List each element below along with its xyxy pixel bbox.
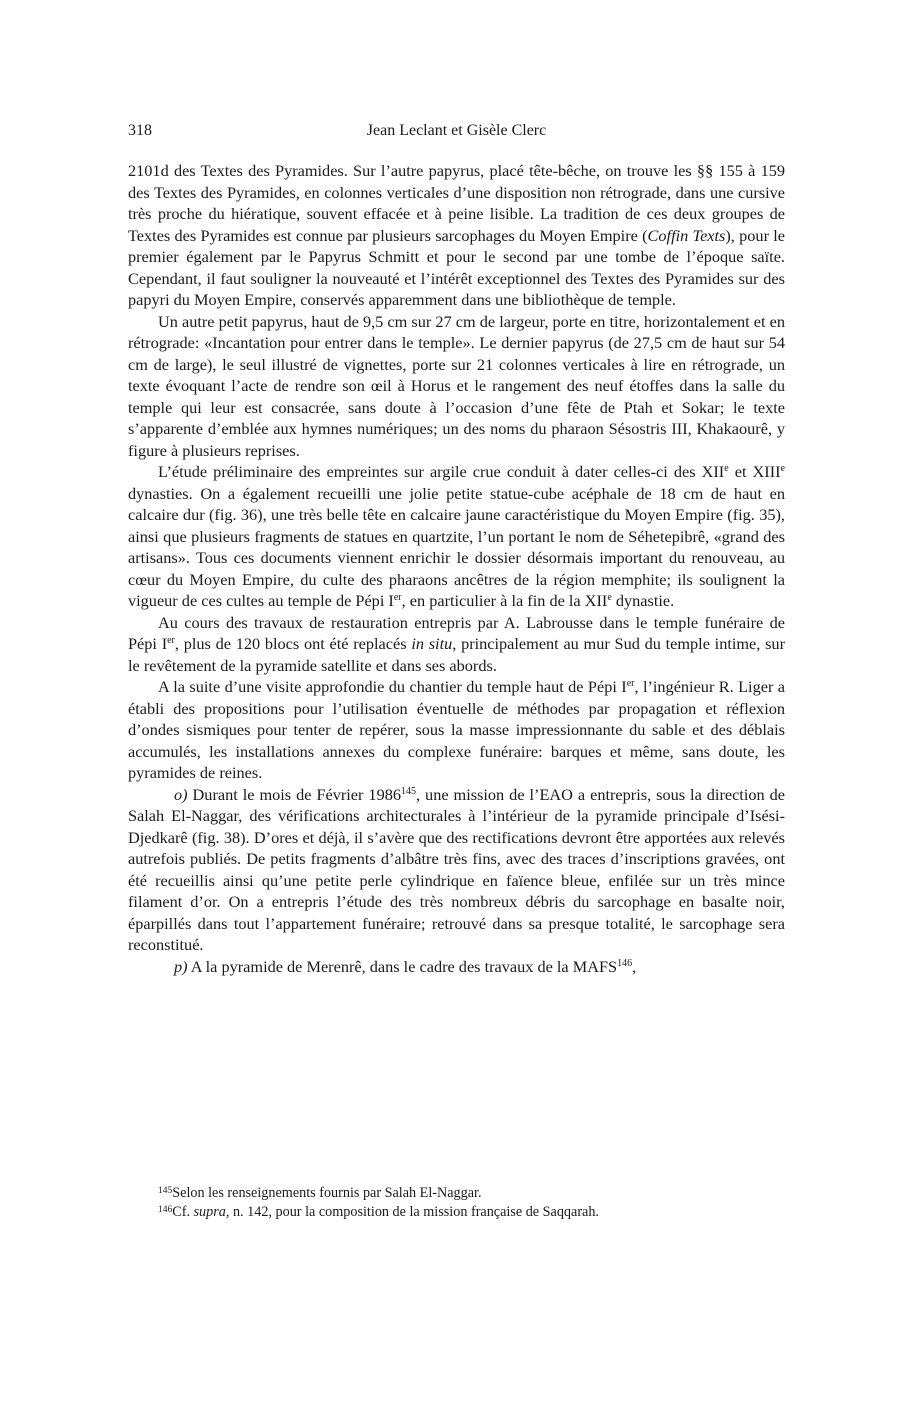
page-number: 318 — [128, 122, 152, 139]
page-header — [128, 122, 785, 144]
paragraph-5: A la suite d’une visite approfondie du chantier du temple haut de Pépi Ier, l’ingénieur R. Liger a établi des propositions pour l’utilisation éventuelle de méthodes par propagation et réflexion d’ondes sismiques pour tenter de repérer, sous la masse impressionnante du sable et des déblais accumulés, les installations annexes du complexe funéraire: barques et même, sans doute, les pyramides de reines. — [128, 677, 785, 782]
paragraph-4: Au cours des travaux de restauration entrepris par A. Labrousse dans le temple funéraire de Pépi Ier, plus de 120 blocs ont été replacés in situ, principalement au mur Sud du temple intime, sur le revêtement de la pyramide satellite et dans ses abords. — [128, 612, 785, 675]
footnotes — [158, 1184, 785, 1222]
footnote-146: $^{146}$Cf. supra, n. 142, pour la composition de la mission française de Saqqarah. — [158, 1204, 599, 1220]
paragraph-6: o) Durant le mois de Février 1986$^{145}$, une mission de l’EAO a entrepris, sous la direction de Salah El-Naggar, des vérifications architecturales à l’intérieur de la pyramide principale d’Isési-Djedkarê (fig. 38). D’ores et déjà, il s’avère que des rectifications devront être apportées aux relevés autrefois publiés. De petits fragments d’albâtre très fins, avec des traces d’inscriptions gravées, ont été recueillis ainsi qu’une petite perle cylindrique en faïence bleue, enfilée sur un très mince filament d’or. On a entrepris l’étude des très nombreux débris du sarcophage en basalte noir, éparpillés dans tout l’appartement funéraire; retrouvé dans sa presque totalité, le sarcophage sera reconstitué. — [128, 784, 785, 954]
paragraph-3: L’étude préliminaire des empreintes sur argile crue conduit à dater celles-ci des XIIe et XIIIe dynasties. On a également recueilli une jolie petite statue-cube acéphale de 18 cm de haut en calcaire dur (fig. 36), une très belle tête en calcaire jaune caractéristique du Moyen Empire (fig. 35), ainsi que plusieurs fragments de statues en quartzite, l’un portant le nom de Séhetepibrê, «grand des artisans». Tous ces documents viennent enrichir le dossier désormais important du renouveau, au cœur du Moyen Empire, du culte des pharaons ancêtres de la région memphite; ils soulignent la vigueur de ces cultes au temple de Pépi Ier, en particulier à la fin de la XIIe dynastie. — [128, 462, 785, 610]
footnote-145: $^{145}$Selon les renseignements fournis par Salah El-Naggar. — [158, 1185, 482, 1201]
paragraph-7: p) A la pyramide de Merenrê, dans le cadre des travaux de la MAFS$^{146}$, — [174, 956, 637, 976]
paragraph-1: 2101d des Textes des Pyramides. Sur l’autre papyrus, placé tête-bêche, on trouve les §§ 155 à 159 des Textes des Pyramides, en colonnes verticales d’une disposition non rétrograde, dans une cursive très proche du hiératique, souvent effacée et à peine lisible. La tradition de ces deux groupes de Textes des Pyramides est connue par plusieurs sarcophages du Moyen Empire (Coffin Texts), pour le premier également par le Papyrus Schmitt et pour le second par une tombe de l’époque saïte. Cependant, il faut souligner la nouveauté et l’intérêt exceptionnel des Textes des Pyramides sur des papyri du Moyen Empire, conservés apparemment dans une bibliothèque de temple. — [128, 161, 785, 309]
running-title: Jean Leclant et Gisèle Clerc — [366, 122, 547, 139]
footnote-ref-146: 146 — [617, 957, 633, 969]
paragraph-2: Un autre petit papyrus, haut de 9,5 cm sur 27 cm de largeur, porte en titre, horizontalement et en rétrograde: «Incantation pour entrer dans le temple». Le dernier papyrus (de 27,5 cm de haut sur 54 cm de large), le seul illustré de vignettes, porte sur 21 colonnes verticales à lire en rétrograde, un texte évoquant l’acte de rendre son œil à Horus et le rangement des neuf étoffes dans la salle du temple qui leur est consacrée, sans doute à l’occasion d’une fête de Ptah et Sokar; le texte s’apparente d’emblée aux hymnes numériques; un des noms du pharaon Sésostris III, Khakaourê, y figure à plusieurs reprises. — [128, 311, 785, 460]
footnote-ref-145: 145 — [401, 785, 416, 797]
body-text — [128, 160, 785, 977]
